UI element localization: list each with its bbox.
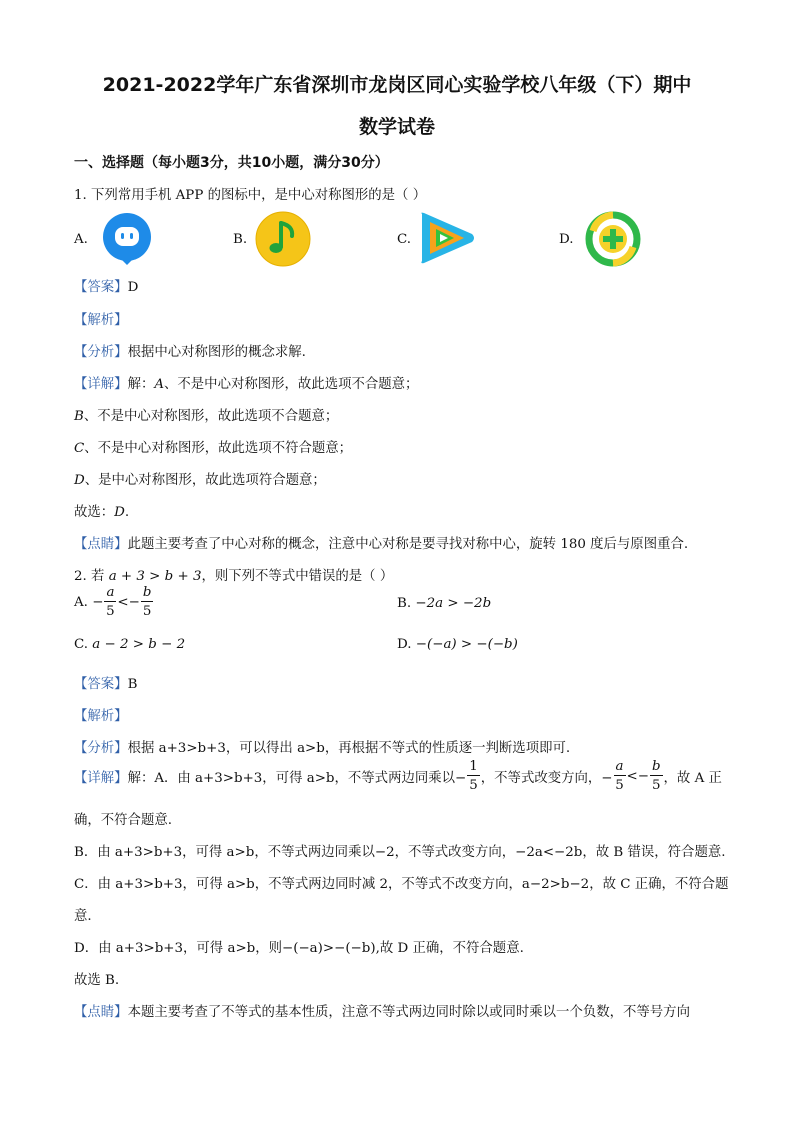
dianjing-tag: 【点睛】 bbox=[74, 537, 128, 552]
q2-option-b bbox=[397, 596, 491, 611]
fenxi-text: 根据 a+3>b+3，可以得出 a>b，再根据不等式的性质逐一判断选项即可. bbox=[127, 741, 571, 756]
denominator: 5 bbox=[106, 604, 115, 620]
answer-value: D bbox=[127, 280, 139, 295]
detail-a-part1: 解：A．由 a+3>b+3，可得 a>b，不等式两边同乘以− bbox=[127, 770, 467, 786]
q2-stem bbox=[74, 565, 393, 584]
section-heading: 一、选择题（每小题3分，共10小题，满分30分） bbox=[74, 155, 389, 171]
choose-end: . bbox=[124, 505, 130, 520]
fraction bbox=[141, 586, 154, 619]
q1-answer bbox=[74, 276, 138, 295]
dianjing-text: 本题主要考查了不等式的基本性质，注意不等式两边同时除以或同时乘以一个负数，不等号方向 bbox=[127, 1005, 690, 1020]
detail-b-letter: B bbox=[74, 409, 84, 424]
page-subtitle: 数学试卷 bbox=[358, 116, 435, 138]
q2-answer bbox=[74, 673, 137, 692]
detail-lead: 解： bbox=[127, 377, 155, 392]
q1-option-c-label: C. bbox=[397, 232, 412, 247]
q2-option-c bbox=[74, 637, 185, 652]
detail-b-text: 、不是中心对称图形，故此选项不合题意； bbox=[83, 409, 339, 424]
detail-d-text: 、是中心对称图形，故此选项符合题意； bbox=[84, 473, 326, 488]
numerator: b bbox=[141, 586, 154, 602]
q2-stem-math: a + 3 > b + 3 bbox=[108, 569, 202, 584]
q2-analysis-tag: 【解析】 bbox=[74, 709, 128, 724]
numerator: a bbox=[614, 760, 626, 776]
option-d-math: −(−a) > −(−b) bbox=[415, 637, 518, 652]
music-note-icon bbox=[255, 211, 311, 267]
q2-detail-a-cont: 确，不符合题意. bbox=[74, 813, 172, 828]
page-title: 2021-2022学年广东省深圳市龙岗区同心实验学校八年级（下）期中 bbox=[102, 74, 692, 96]
choose-lead: 故选： bbox=[74, 505, 115, 520]
option-a-label: A. bbox=[74, 594, 88, 610]
q2-detail-b: B．由 a+3>b+3，可得 a>b，不等式两边同乘以−2，不等式改变方向，−2a<−2b，故 B 错误，符合题意. bbox=[74, 845, 726, 860]
numerator: 1 bbox=[467, 760, 480, 776]
fraction bbox=[467, 760, 480, 793]
answer-value: B bbox=[127, 677, 138, 692]
fenxi-tag: 【分析】 bbox=[74, 345, 128, 360]
chat-bubble-icon bbox=[100, 212, 154, 266]
option-b-math: −2a > −2b bbox=[415, 596, 492, 611]
detail-tag: 【详解】 bbox=[74, 770, 128, 786]
q2-fenxi bbox=[74, 737, 570, 756]
numerator: b bbox=[650, 760, 663, 776]
q1-stem: 1. 下列常用手机 APP 的图标中，是中心对称图形的是（ ） bbox=[74, 188, 427, 203]
play-triangle-icon bbox=[416, 210, 478, 266]
answer-tag: 【答案】 bbox=[74, 280, 128, 295]
q1-option-b-label: B. bbox=[233, 232, 248, 247]
q1-detail-c bbox=[74, 437, 352, 456]
less-than: <− bbox=[626, 768, 649, 784]
less-than: < bbox=[117, 594, 129, 610]
dianjing-text: 此题主要考查了中心对称的概念，注意中心对称是要寻找对称中心，旋转 180 度后与原图重合. bbox=[127, 537, 689, 552]
q1-dianjing bbox=[74, 533, 688, 552]
fraction bbox=[650, 760, 663, 793]
detail-a-part3: ，故 A 正 bbox=[663, 770, 722, 786]
denominator: 5 bbox=[469, 778, 478, 794]
q2-dianjing bbox=[74, 1001, 690, 1020]
detail-a-letter: A bbox=[154, 377, 165, 392]
fraction bbox=[104, 586, 116, 619]
detail-c-text: 、不是中心对称图形，故此选项不符合题意； bbox=[84, 441, 353, 456]
fenxi-text: 根据中心对称图形的概念求解. bbox=[127, 345, 306, 360]
q1-detail-b bbox=[74, 405, 338, 424]
option-b-label: B. bbox=[397, 596, 412, 611]
q2-detail-c-cont: 意. bbox=[74, 909, 92, 924]
q2-option-d bbox=[397, 637, 518, 652]
q2-choose: 故选 B. bbox=[74, 973, 120, 988]
q1-detail-a bbox=[74, 373, 418, 392]
dianjing-tag: 【点睛】 bbox=[74, 1005, 128, 1020]
denominator: 5 bbox=[651, 778, 661, 794]
q1-detail-d bbox=[74, 469, 326, 488]
q1-option-d-label: D. bbox=[559, 232, 574, 247]
option-c-label: C. bbox=[74, 637, 89, 652]
detail-d-letter: D bbox=[74, 473, 85, 488]
q1-analysis-tag: 【解析】 bbox=[74, 313, 128, 328]
fenxi-tag: 【分析】 bbox=[74, 741, 128, 756]
q2-stem-tail: ，则下列不等式中错误的是（ ） bbox=[201, 569, 394, 584]
q2-stem-lead: 2. 若 bbox=[74, 569, 109, 584]
choose-letter: D bbox=[114, 505, 125, 520]
option-c-math: a − 2 > b − 2 bbox=[92, 637, 186, 652]
detail-a-text: 、不是中心对称图形，故此选项不合题意； bbox=[164, 377, 419, 392]
detail-c-letter: C bbox=[74, 441, 85, 456]
answer-tag: 【答案】 bbox=[74, 677, 128, 692]
plus-icon bbox=[583, 209, 643, 269]
q2-detail-c: C．由 a+3>b+3，可得 a>b，不等式两边同时减 2，不等式不改变方向，a−2>b−2，故 C 正确，不符合题 bbox=[74, 877, 729, 892]
q1-option-a-label: A. bbox=[74, 232, 88, 247]
q2-detail-a bbox=[74, 760, 722, 793]
q1-fenxi bbox=[74, 341, 306, 360]
numerator: a bbox=[104, 586, 116, 602]
denominator: 5 bbox=[142, 604, 152, 620]
fraction bbox=[614, 760, 626, 793]
q2-option-a: A. − $\frac{a}{5}$ <− $\frac{b}{5}$ bbox=[74, 585, 152, 620]
detail-tag: 【详解】 bbox=[74, 377, 128, 392]
option-d-label: D. bbox=[397, 637, 412, 652]
q2-detail-d: D．由 a+3>b+3，可得 a>b，则−(−a)>−(−b),故 D 正确，不符合题意. bbox=[74, 941, 524, 956]
denominator: 5 bbox=[615, 778, 624, 794]
detail-a-part2: ，不等式改变方向，− bbox=[480, 770, 613, 786]
q1-choose bbox=[74, 501, 129, 520]
